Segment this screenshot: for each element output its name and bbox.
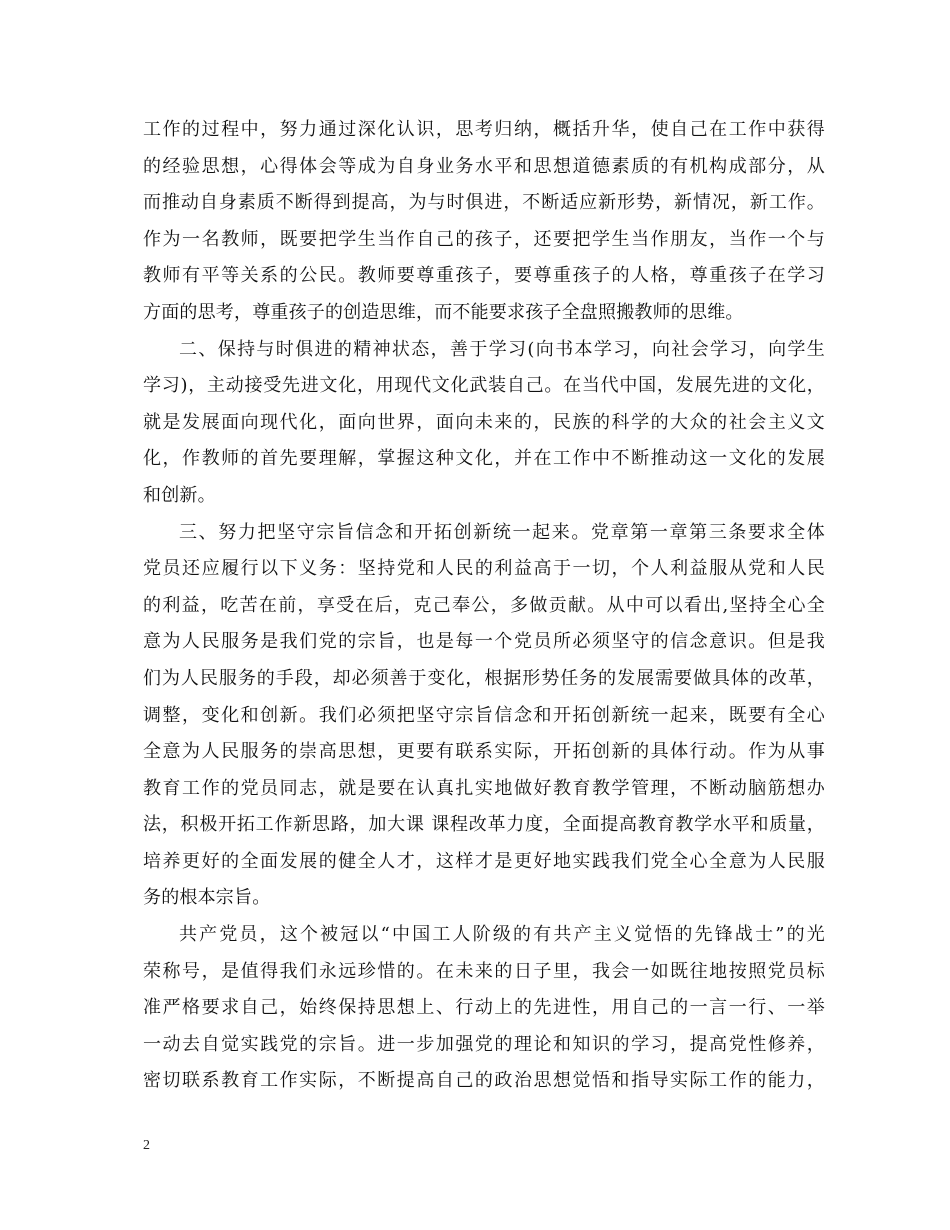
- document-body: [143, 112, 825, 1100]
- text-line: 调整，变化和创新。我们必须把坚守宗旨信念和开拓创新统一起来，既要有全心: [143, 704, 825, 726]
- paragraph-2: [143, 332, 825, 515]
- text-line: 密切联系教育工作实际，不断提高自己的政治思想觉悟和指导实际工作的能力，: [143, 1070, 825, 1092]
- text-line: 全意为人民服务的崇高思想，更要有联系实际，开拓创新的具体行动。作为从事: [143, 741, 825, 763]
- text-line: 学习)，主动接受先进文化，用现代文化武装自己。在当代中国，发展先进的文化，: [143, 375, 825, 397]
- text-line: 共产党员，这个被冠以“中国工人阶级的有共产主义觉悟的先锋战士”的光: [179, 924, 825, 946]
- text-line: 和创新。: [143, 484, 216, 506]
- text-line: 教育工作的党员同志，就是要在认真扎实地做好教育教学管理，不断动脑筋想办: [143, 777, 825, 799]
- text-line: 方面的思考，尊重孩子的创造思维，而不能要求孩子全盘照搬教师的思维。: [143, 301, 744, 323]
- text-line: 法，积极开拓工作新思路，加大课 课程改革力度，全面提高教育教学水平和质量，: [143, 814, 825, 836]
- text-line: 务的根本宗旨。: [143, 887, 271, 909]
- text-line: 意为人民服务是我们党的宗旨，也是每一个党员所必须坚守的信念意识。但是我: [143, 631, 825, 653]
- text-line: 二、保持与时俱进的精神状态，善于学习(向书本学习，向社会学习，向学生: [179, 338, 825, 360]
- text-line: 一动去自觉实践党的宗旨。进一步加强党的理论和知识的学习，提高党性修养，: [143, 1033, 825, 1055]
- text-line: 的经验思想，心得体会等成为自身业务水平和思想道德素质的有机构成部分，从: [143, 155, 825, 177]
- text-line: 而推动自身素质不断得到提高，为与时俱进，不断适应新形势，新情况，新工作。: [143, 192, 825, 214]
- text-line: 化，作教师的首先要理解，掌握这种文化，并在工作中不断推动这一文化的发展: [143, 448, 825, 470]
- text-line: 三、努力把坚守宗旨信念和开拓创新统一起来。党章第一章第三条要求全体: [179, 521, 825, 543]
- text-line: 就是发展面向现代化，面向世界，面向未来的，民族的科学的大众的社会主义文: [143, 411, 825, 433]
- text-line: 们为人民服务的手段，却必须善于变化，根据形势任务的发展需要做具体的改革，: [143, 667, 825, 689]
- text-line: 工作的过程中，努力通过深化认识，思考归纳，概括升华，使自己在工作中获得: [143, 119, 825, 140]
- text-line: 荣称号，是值得我们永远珍惜的。在未来的日子里，我会一如既往地按照党员标: [143, 960, 825, 982]
- text-line: 准严格要求自己，始终保持思想上、行动上的先进性，用自己的一言一行、一举: [143, 997, 825, 1019]
- page-number: 2: [143, 1138, 150, 1153]
- text-line: 党员还应履行以下义务：坚持党和人民的利益高于一切，个人利益服从党和人民: [143, 558, 825, 580]
- paragraph-4: [143, 917, 825, 1100]
- paragraph-1: [143, 112, 825, 332]
- paragraph-3: [143, 515, 825, 918]
- text-line: 教师有平等关系的公民。教师要尊重孩子，要尊重孩子的人格，尊重孩子在学习: [143, 265, 825, 287]
- text-line: 培养更好的全面发展的健全人才，这样才是更好地实践我们党全心全意为人民服: [143, 850, 825, 872]
- text-line: 的利益，吃苦在前，享受在后，克己奉公，多做贡献。从中可以看出,坚持全心全: [143, 594, 825, 616]
- text-line: 作为一名教师，既要把学生当作自己的孩子，还要把学生当作朋友，当作一个与: [143, 228, 825, 250]
